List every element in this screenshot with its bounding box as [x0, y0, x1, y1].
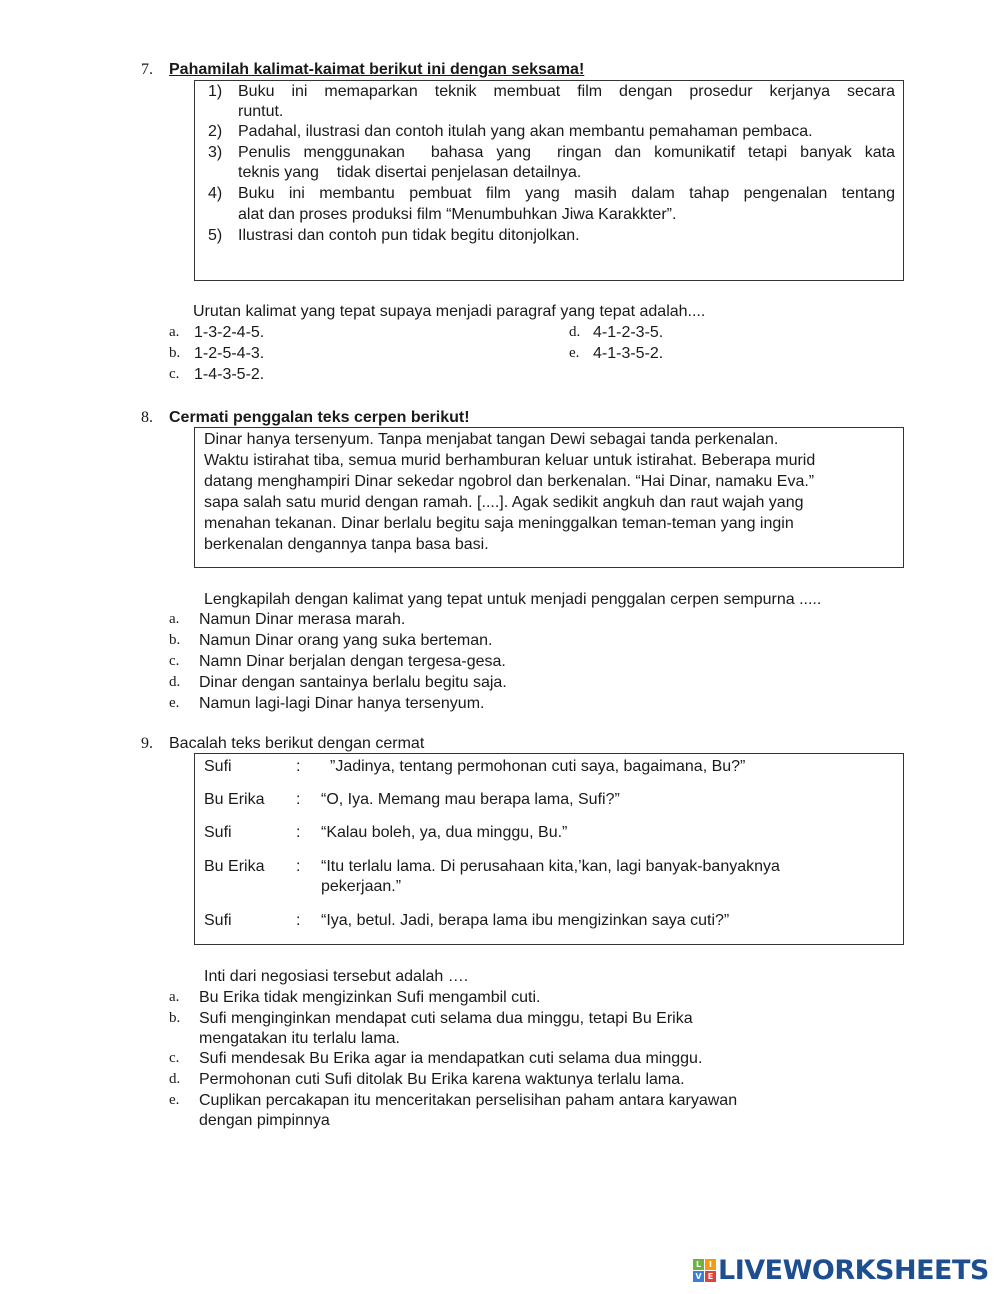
q7-option-b-letter: b. — [169, 345, 181, 361]
q7-option-a[interactable]: 1-3-2-4-5. — [194, 324, 265, 341]
q9-option-e[interactable]: Cuplikan percakapan itu menceritakan perselisihan paham antara karyawan — [199, 1092, 738, 1109]
passage-line-6: berkenalan dengannya tanpa basa basi. — [204, 536, 489, 553]
q7-option-d-letter: d. — [569, 324, 581, 340]
question-9-title: Bacalah teks berikut dengan cermat — [169, 735, 425, 752]
live-blocks-icon — [693, 1259, 716, 1282]
logo-block-l: L — [693, 1259, 704, 1270]
sentence-1-number: 1) — [208, 83, 223, 100]
dialog-1-colon: : — [296, 758, 301, 775]
q7-option-c-letter: c. — [169, 366, 180, 382]
sentence-2-line-1: Padahal, ilustrasi dan contoh itulah yang akan membantu pemahaman pembaca. — [238, 123, 813, 140]
q9-option-c-letter: c. — [169, 1050, 180, 1066]
q7-option-d[interactable]: 4-1-2-3-5. — [593, 324, 664, 341]
dialog-4-colon: : — [296, 858, 301, 875]
q8-option-c-letter: c. — [169, 653, 180, 669]
question-7-number: 7. — [141, 61, 153, 78]
sentence-1-line-1: Buku ini memaparkan teknik membuat film dengan prosedur kerjanya secara — [238, 83, 895, 100]
sentence-3-line-2: teknis yang tidak disertai penjelasan detailnya. — [238, 164, 582, 181]
logo-block-i: I — [705, 1259, 716, 1270]
q9-option-a[interactable]: Bu Erika tidak mengizinkan Sufi mengambil cuti. — [199, 989, 541, 1006]
question-7-title: Pahamilah kalimat-kaimat berikut ini dengan seksama! — [169, 61, 585, 78]
q8-option-e-letter: e. — [169, 695, 180, 711]
q7-option-a-letter: a. — [169, 324, 180, 340]
question-9-number: 9. — [141, 735, 153, 752]
question-8-number: 8. — [141, 409, 153, 426]
dialog-4-line-2: pekerjaan.” — [321, 878, 402, 895]
q8-option-b[interactable]: Namun Dinar orang yang suka berteman. — [199, 632, 493, 649]
passage-line-4: sapa salah satu murid dengan ramah. [....]. Agak sedikit angkuh dan raut wajah yang — [204, 494, 804, 511]
dialog-4-line-1: “Itu terlalu lama. Di perusahaan kita,’kan, lagi banyak-banyaknya — [321, 858, 780, 875]
dialog-5-speaker: Sufi — [204, 912, 232, 929]
question-8-prompt: Lengkapilah dengan kalimat yang tepat untuk menjadi penggalan cerpen sempurna ..... — [204, 591, 822, 608]
q8-option-b-letter: b. — [169, 632, 181, 648]
dialog-3-line-1: “Kalau boleh, ya, dua minggu, Bu.” — [321, 824, 568, 841]
dialog-5-line-1: “Iya, betul. Jadi, berapa lama ibu mengizinkan saya cuti?” — [321, 912, 730, 929]
dialog-1-line-1: ”Jadinya, tentang permohonan cuti saya, bagaimana, Bu?” — [330, 758, 746, 775]
sentence-2-number: 2) — [208, 123, 223, 140]
q9-option-d-letter: d. — [169, 1071, 181, 1087]
q9-option-b-letter: b. — [169, 1010, 181, 1026]
dialog-4-speaker: Bu Erika — [204, 858, 265, 875]
q8-option-a[interactable]: Namun Dinar merasa marah. — [199, 611, 406, 628]
sentence-4-line-1: Buku ini membantu pembuat film yang masih dalam tahap pengenalan tentang — [238, 185, 895, 202]
q8-option-d[interactable]: Dinar dengan santainya berlalu begitu saja. — [199, 674, 507, 691]
sentence-4-line-2: alat dan proses produksi film “Menumbuhkan Jiwa Karakkter”. — [238, 206, 677, 223]
sentence-5-line-1: Ilustrasi dan contoh pun tidak begitu ditonjolkan. — [238, 227, 580, 244]
q9-option-c[interactable]: Sufi mendesak Bu Erika agar ia mendapatkan cuti selama dua minggu. — [199, 1050, 703, 1067]
q8-option-a-letter: a. — [169, 611, 180, 627]
q7-option-e-letter: e. — [569, 345, 580, 361]
q9-option-d[interactable]: Permohonan cuti Sufi ditolak Bu Erika karena waktunya terlalu lama. — [199, 1071, 685, 1088]
liveworksheets-logo[interactable] — [693, 1255, 989, 1285]
q7-option-c[interactable]: 1-4-3-5-2. — [194, 366, 265, 383]
dialog-2-colon: : — [296, 791, 301, 808]
q7-option-e[interactable]: 4-1-3-5-2. — [593, 345, 664, 362]
passage-line-5: menahan tekanan. Dinar berlalu begitu saja meninggalkan teman-teman yang ingin — [204, 515, 794, 532]
sentence-3-number: 3) — [208, 144, 223, 161]
q8-option-e[interactable]: Namun lagi-lagi Dinar hanya tersenyum. — [199, 695, 485, 712]
q9-option-e-letter: e. — [169, 1092, 180, 1108]
logo-wordmark: LIVEWORKSHEETS — [718, 1254, 989, 1286]
dialog-5-colon: : — [296, 912, 301, 929]
question-7-prompt: Urutan kalimat yang tepat supaya menjadi paragraf yang tepat adalah.... — [193, 303, 706, 320]
q9-option-b[interactable]: Sufi menginginkan mendapat cuti selama dua minggu, tetapi Bu Erika — [199, 1010, 693, 1027]
q9-option-e-line-2[interactable]: dengan pimpinnya — [199, 1112, 330, 1129]
sentence-3-line-1: Penulis menggunakan bahasa yang ringan dan komunikatif tetapi banyak kata — [238, 144, 895, 161]
logo-block-e: E — [705, 1271, 716, 1282]
dialog-1-speaker: Sufi — [204, 758, 232, 775]
question-9-prompt: Inti dari negosiasi tersebut adalah …. — [204, 968, 469, 985]
dialog-2-line-1: “O, Iya. Memang mau berapa lama, Sufi?” — [321, 791, 620, 808]
question-8-title: Cermati penggalan teks cerpen berikut! — [169, 409, 470, 426]
logo-block-v: V — [693, 1271, 704, 1282]
sentence-5-number: 5) — [208, 227, 223, 244]
q8-option-c[interactable]: Namn Dinar berjalan dengan tergesa-gesa. — [199, 653, 506, 670]
dialog-2-speaker: Bu Erika — [204, 791, 265, 808]
passage-line-2: Waktu istirahat tiba, semua murid berhamburan keluar untuk istirahat. Beberapa murid — [204, 452, 816, 469]
q9-option-a-letter: a. — [169, 989, 180, 1005]
dialog-3-speaker: Sufi — [204, 824, 232, 841]
passage-line-1: Dinar hanya tersenyum. Tanpa menjabat tangan Dewi sebagai tanda perkenalan. — [204, 431, 779, 448]
sentence-1-line-2: runtut. — [238, 103, 284, 120]
sentence-4-number: 4) — [208, 185, 223, 202]
q8-option-d-letter: d. — [169, 674, 181, 690]
dialog-3-colon: : — [296, 824, 301, 841]
q7-option-b[interactable]: 1-2-5-4-3. — [194, 345, 265, 362]
passage-line-3: datang menghampiri Dinar sekedar ngobrol dan berkenalan. “Hai Dinar, namaku Eva.” — [204, 473, 815, 490]
q9-option-b-line-2[interactable]: mengatakan itu terlalu lama. — [199, 1030, 400, 1047]
